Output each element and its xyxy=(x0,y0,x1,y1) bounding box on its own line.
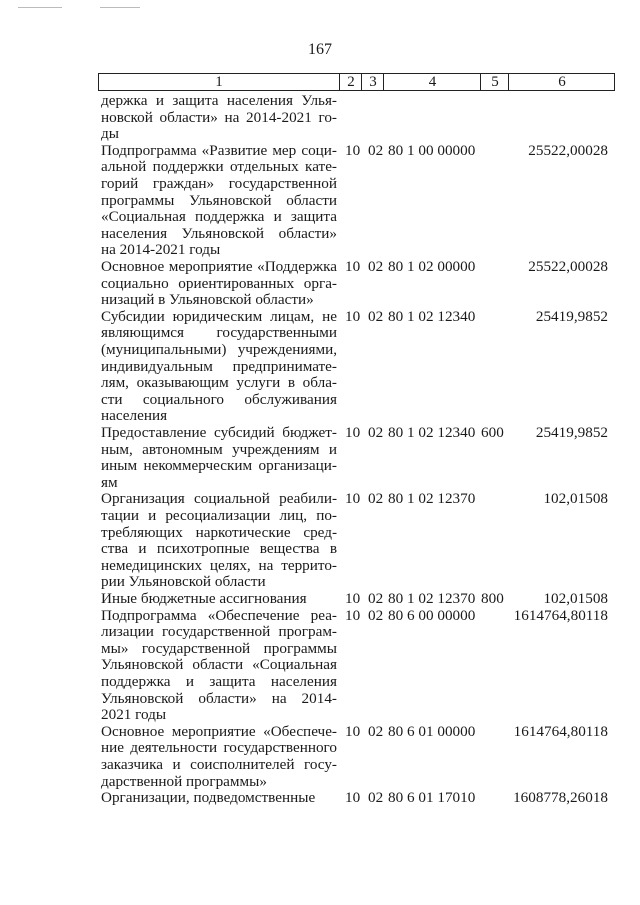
page-number: 167 xyxy=(308,41,332,58)
cell-col-5: 600 xyxy=(481,424,504,441)
header-col-3: 3 xyxy=(361,74,384,90)
description-line: Организации, подведомственные xyxy=(101,789,316,807)
row-description xyxy=(101,591,337,608)
description-line: «Социальная поддержка и защита xyxy=(101,208,337,226)
cell-col-6: 25522,00028 xyxy=(528,258,608,275)
cell-col-3: 02 xyxy=(368,789,384,807)
description-line: ды xyxy=(101,125,119,143)
cell-col-2: 10 xyxy=(345,424,361,441)
description-line: тации и ресоциализации лиц, по- xyxy=(101,506,337,524)
cell-col-6: 25419,9852 xyxy=(535,307,608,325)
cell-col-3: 02 xyxy=(368,307,384,325)
cell-col-3: 02 xyxy=(368,722,384,740)
description-line: сти социального обслуживания xyxy=(101,390,337,408)
cell-col-4: 80 6 00 00000 xyxy=(388,606,476,624)
description-line: Основное мероприятие «Поддержка xyxy=(101,258,337,275)
row-description xyxy=(101,143,337,259)
description-line: немедицинских целях, на террито- xyxy=(101,556,337,574)
description-line: Иные бюджетные ассигнования xyxy=(101,590,307,607)
description-line: программы Ульяновской области xyxy=(101,191,337,209)
header-col-6: 6 xyxy=(508,74,615,90)
description-line: мы» государственной программы xyxy=(101,639,337,657)
row-description xyxy=(101,425,337,491)
cell-col-3: 02 xyxy=(368,606,384,624)
description-line: Субсидии юридическим лицам, не xyxy=(101,307,337,325)
description-line: лям, оказывающим услуги в обла- xyxy=(101,374,337,392)
description-line: населения Ульяновской области» xyxy=(101,224,337,242)
description-line: держка и защита населения Улья- xyxy=(101,92,337,109)
description-line: ства и психотропные вещества в xyxy=(101,540,337,558)
cell-col-4: 80 1 02 00000 xyxy=(388,258,476,275)
cell-col-6: 102,01508 xyxy=(543,490,608,508)
cell-col-6: 1614764,80118 xyxy=(513,722,608,740)
cell-col-2: 10 xyxy=(345,606,361,624)
cell-col-2: 10 xyxy=(345,789,361,807)
header-col-4: 4 xyxy=(383,74,481,90)
description-line: иным некоммерческим организаци- xyxy=(101,457,337,475)
cell-col-4: 80 1 02 12340 xyxy=(388,424,476,441)
cell-col-3: 02 xyxy=(368,490,384,508)
cell-col-6: 1608778,26018 xyxy=(513,789,608,807)
cell-col-2: 10 xyxy=(345,141,361,159)
description-line: 2021 годы xyxy=(101,706,167,724)
row-description xyxy=(101,724,337,790)
description-line: Ульяновской области «Социальная xyxy=(101,656,337,674)
header-col-1: 1 xyxy=(215,74,223,90)
cell-col-3: 02 xyxy=(368,424,384,441)
description-line: требляющих наркотические сред- xyxy=(101,523,337,541)
description-line: новской области» на 2014-2021 го- xyxy=(101,108,337,126)
description-line: Основное мероприятие «Обеспече- xyxy=(101,722,337,740)
description-line: лизации государственной програм- xyxy=(101,623,337,641)
row-description xyxy=(101,259,337,309)
description-line: Подпрограмма «Развитие мер соци- xyxy=(101,141,337,159)
description-line: ным, автономным учреждениям и xyxy=(101,440,337,458)
cell-col-2: 10 xyxy=(345,590,361,607)
description-line: ние деятельности государственного xyxy=(101,739,337,757)
row-description xyxy=(101,491,337,591)
header-col-2: 2 xyxy=(339,74,362,90)
description-line: дарственной программы» xyxy=(101,772,267,790)
description-line: поддержка и защита населения xyxy=(101,672,337,690)
cell-col-6: 25419,9852 xyxy=(535,424,608,441)
description-line: индивидуальным предпринимате- xyxy=(101,357,337,375)
cell-col-4: 80 6 01 17010 xyxy=(388,789,476,807)
description-line: Организация социальной реабили- xyxy=(101,490,337,508)
scan-mark xyxy=(18,7,62,8)
description-line: Ульяновской области» на 2014- xyxy=(101,689,337,707)
cell-col-2: 10 xyxy=(345,258,361,275)
description-line: Предоставление субсидий бюджет- xyxy=(101,424,337,441)
description-line: рии Ульяновской области xyxy=(101,573,266,591)
description-line: ям xyxy=(101,473,118,491)
table-header xyxy=(98,73,615,91)
cell-col-3: 02 xyxy=(368,258,384,275)
description-line: (муниципальными) учреждениями, xyxy=(101,340,337,358)
cell-col-4: 80 1 02 12370 xyxy=(388,590,476,607)
cell-col-6: 25522,00028 xyxy=(528,141,608,159)
cell-col-5: 800 xyxy=(481,590,504,607)
description-line: альной поддержки отдельных кате- xyxy=(101,158,337,176)
description-line: являющимся государственными xyxy=(101,324,337,342)
description-line: населения xyxy=(101,407,168,425)
cell-col-4: 80 1 02 12340 xyxy=(388,307,476,325)
description-line: социально ориентированных орга- xyxy=(101,274,337,292)
cell-col-4: 80 1 02 12370 xyxy=(388,490,476,508)
description-line: Подпрограмма «Обеспечение реа- xyxy=(101,606,337,624)
cell-col-6: 1614764,80118 xyxy=(513,606,608,624)
cell-col-2: 10 xyxy=(345,307,361,325)
cell-col-2: 10 xyxy=(345,722,361,740)
cell-col-2: 10 xyxy=(345,490,361,508)
description-line: низаций в Ульяновской области» xyxy=(101,291,314,309)
row-description xyxy=(101,790,337,807)
header-col-5: 5 xyxy=(480,74,509,90)
cell-col-6: 102,01508 xyxy=(543,590,608,607)
cell-col-3: 02 xyxy=(368,141,384,159)
row-description xyxy=(101,309,337,425)
description-line: на 2014-2021 годы xyxy=(101,241,221,259)
scan-mark xyxy=(100,7,140,8)
row-description xyxy=(101,93,337,143)
row-description xyxy=(101,608,337,724)
description-line: горий граждан» государственной xyxy=(101,174,337,192)
cell-col-3: 02 xyxy=(368,590,384,607)
cell-col-4: 80 6 01 00000 xyxy=(388,722,476,740)
cell-col-4: 80 1 00 00000 xyxy=(388,141,476,159)
description-line: заказчика и соисполнителей госу- xyxy=(101,755,337,773)
